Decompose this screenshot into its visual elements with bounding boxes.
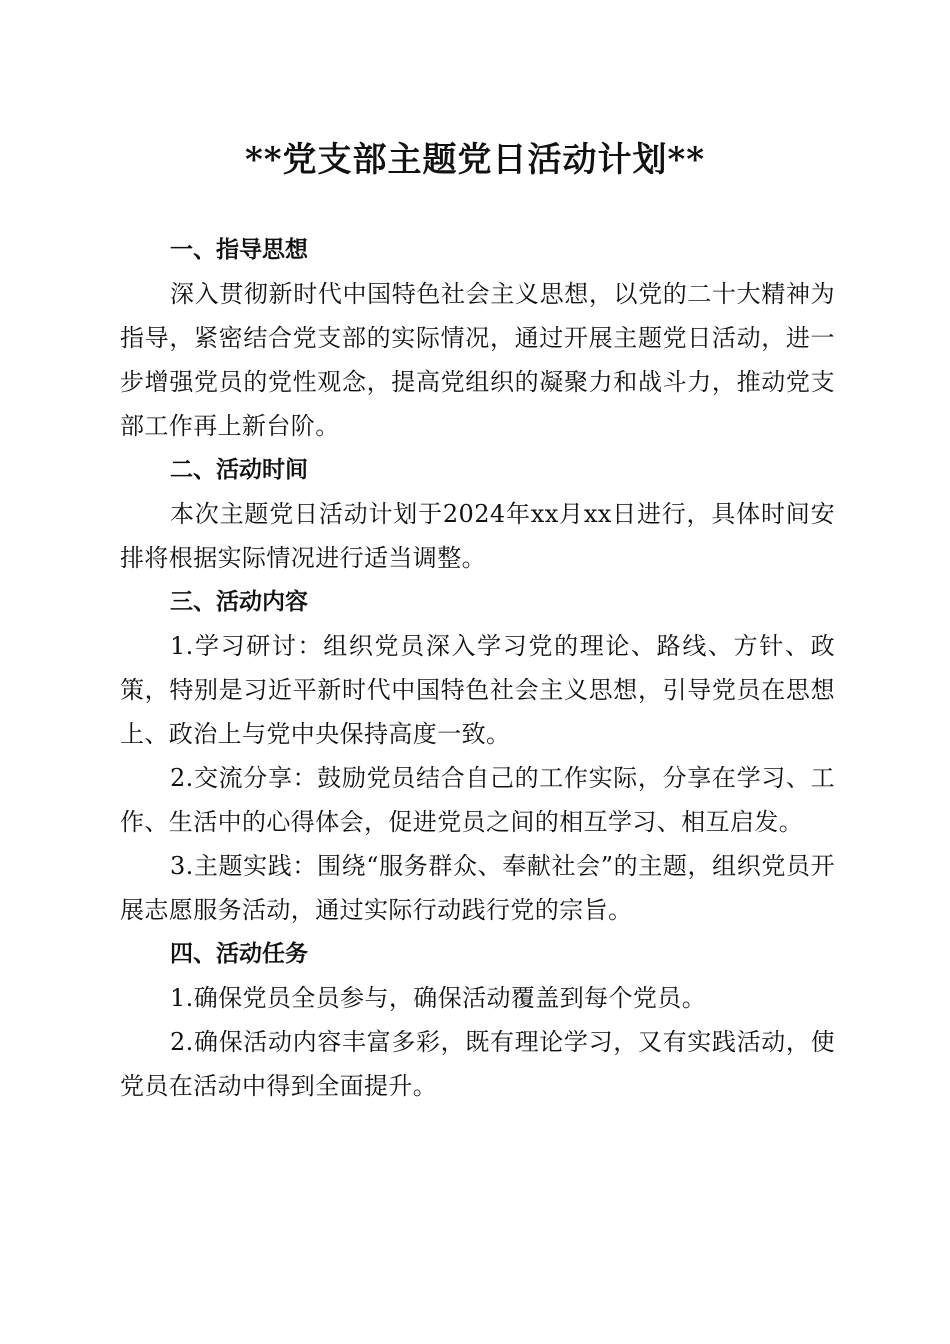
section-paragraph: 深入贯彻新时代中国特色社会主义思想，以党的二十大精神为指导，紧密结合党支部的实际情况，通过开展主题党日活动，进一步增强党员的党性观念，提高党组织的凝聚力和战斗力，推动党支部工作再上新台阶。: [120, 280, 835, 440]
section-heading: 三、活动内容: [170, 589, 308, 615]
document-body: [120, 228, 835, 1108]
section-paragraph: 1.确保党员全员参与，确保活动覆盖到每个党员。: [170, 984, 707, 1012]
section-paragraph: 2.确保活动内容丰富多彩，既有理论学习，又有实践活动，使党员在活动中得到全面提升。: [120, 1028, 835, 1100]
document-title: **党支部主题党日活动计划**: [244, 140, 706, 180]
section-heading: 一、指导思想: [170, 237, 308, 263]
section-paragraph: 3.主题实践：围绕“服务群众、奉献社会”的主题，组织党员开展志愿服务活动，通过实际行动践行党的宗旨。: [120, 852, 835, 924]
section-activity-time: [120, 448, 835, 580]
section-activity-content: [120, 580, 835, 932]
section-paragraph: 1.学习研讨：组织党员深入学习党的理论、路线、方针、政策，特别是习近平新时代中国特色社会主义思想，引导党员在思想上、政治上与党中央保持高度一致。: [120, 632, 835, 748]
section-paragraph: 本次主题党日活动计划于2024年xx月xx日进行，具体时间安排将根据实际情况进行适当调整。: [120, 500, 835, 572]
section-paragraph: 2.交流分享：鼓励党员结合自己的工作实际，分享在学习、工作、生活中的心得体会，促进党员之间的相互学习、相互启发。: [120, 764, 835, 836]
section-activity-tasks: [120, 932, 835, 1108]
section-heading: 四、活动任务: [170, 941, 308, 967]
section-heading: 二、活动时间: [170, 457, 308, 483]
section-guiding-ideology: [120, 228, 835, 448]
